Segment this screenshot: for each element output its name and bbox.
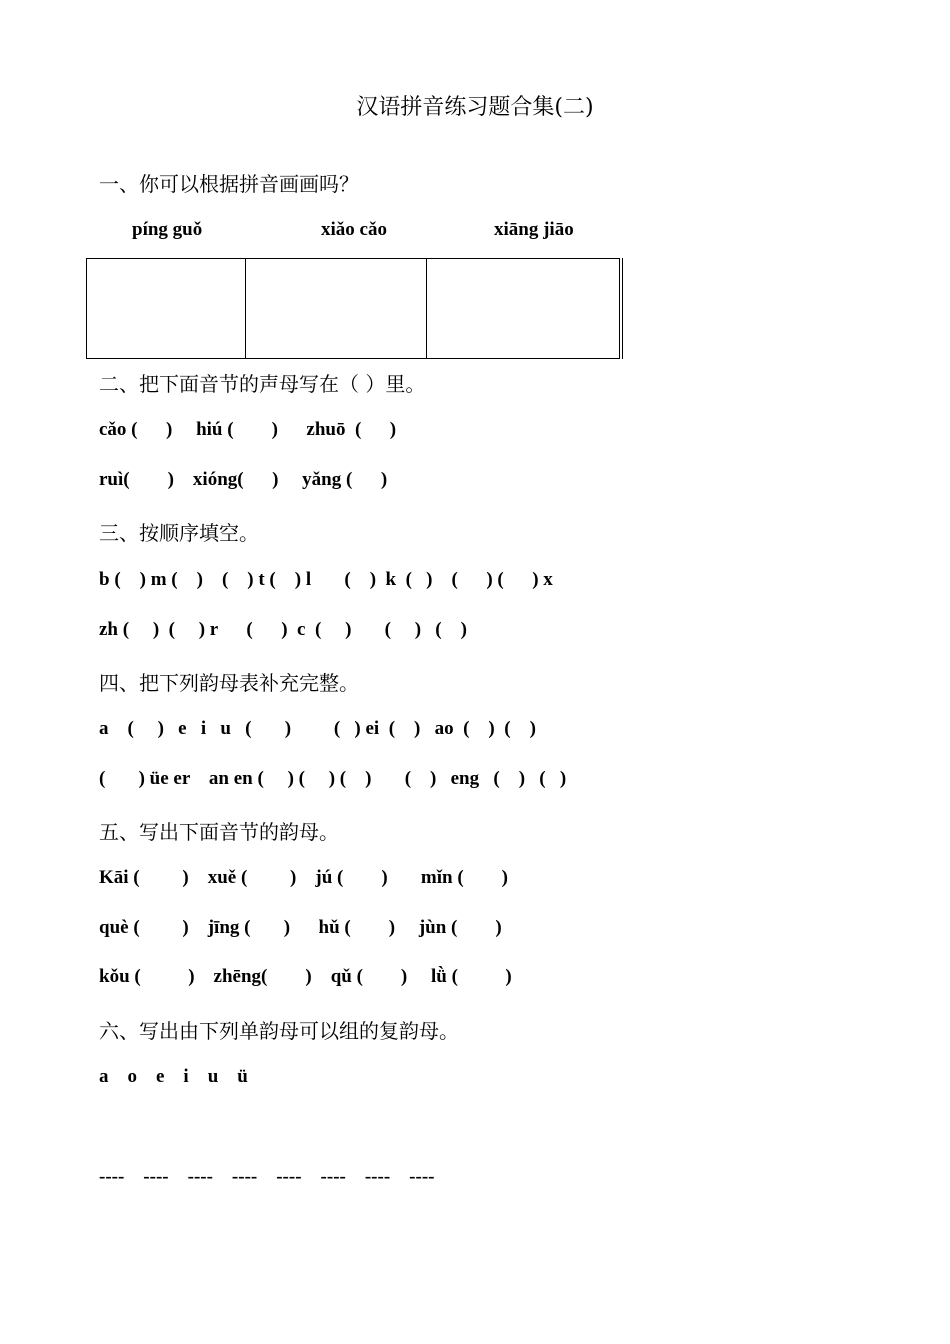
exercise-line: què ( ) jīng ( ) hǔ ( ) jùn ( )	[99, 917, 502, 938]
exercise-line: a ( ) e i u ( ) ( ) ei ( ) ao ( ) ( )	[99, 718, 536, 739]
page-title: 汉语拼音练习题合集(二)	[356, 95, 594, 120]
drawing-box-3[interactable]	[427, 259, 619, 358]
answer-blanks: ---- ---- ---- ---- ---- ---- ---- ----	[99, 1166, 435, 1187]
section-6-heading: 六、写出由下列单韵母可以组的复韵母。	[99, 1019, 459, 1043]
section-1-heading: 一、你可以根据拼音画画吗？	[99, 172, 359, 196]
section-2-heading: 二、把下面音节的声母写在（ ）里。	[99, 372, 426, 396]
exercise-line: kǒu ( ) zhēng( ) qǔ ( ) lǜ ( )	[99, 966, 512, 987]
section-5-heading: 五、写出下面音节的韵母。	[99, 820, 339, 844]
pinyin-word-2: xiǎo cǎo	[321, 219, 387, 240]
vowel-list: a o e i u ü	[99, 1066, 248, 1087]
exercise-line: ( ) üe er an en ( ) ( ) ( ) ( ) eng ( ) ( )	[99, 768, 567, 789]
exercise-line: zh ( ) ( ) r ( ) c ( ) ( ) ( )	[99, 619, 467, 640]
drawing-box-2[interactable]	[246, 259, 427, 358]
pinyin-word-1: píng guǒ	[132, 219, 203, 240]
exercise-line: ruì( ) xióng( ) yǎng ( )	[99, 469, 388, 490]
section-3-heading: 三、按顺序填空。	[99, 521, 259, 545]
pinyin-word-3: xiāng jiāo	[494, 219, 574, 240]
drawing-table	[86, 258, 620, 359]
exercise-line: b ( ) m ( ) ( ) t ( ) l ( ) k ( ) ( ) ( ) x	[99, 569, 553, 590]
section-4-heading: 四、把下列韵母表补充完整。	[99, 671, 359, 695]
drawing-box-1[interactable]	[87, 259, 246, 358]
exercise-line: cǎo ( ) hiú ( ) zhuō ( )	[99, 419, 397, 440]
exercise-line: Kāi ( ) xuě ( ) jú ( ) mǐn ( )	[99, 867, 508, 888]
